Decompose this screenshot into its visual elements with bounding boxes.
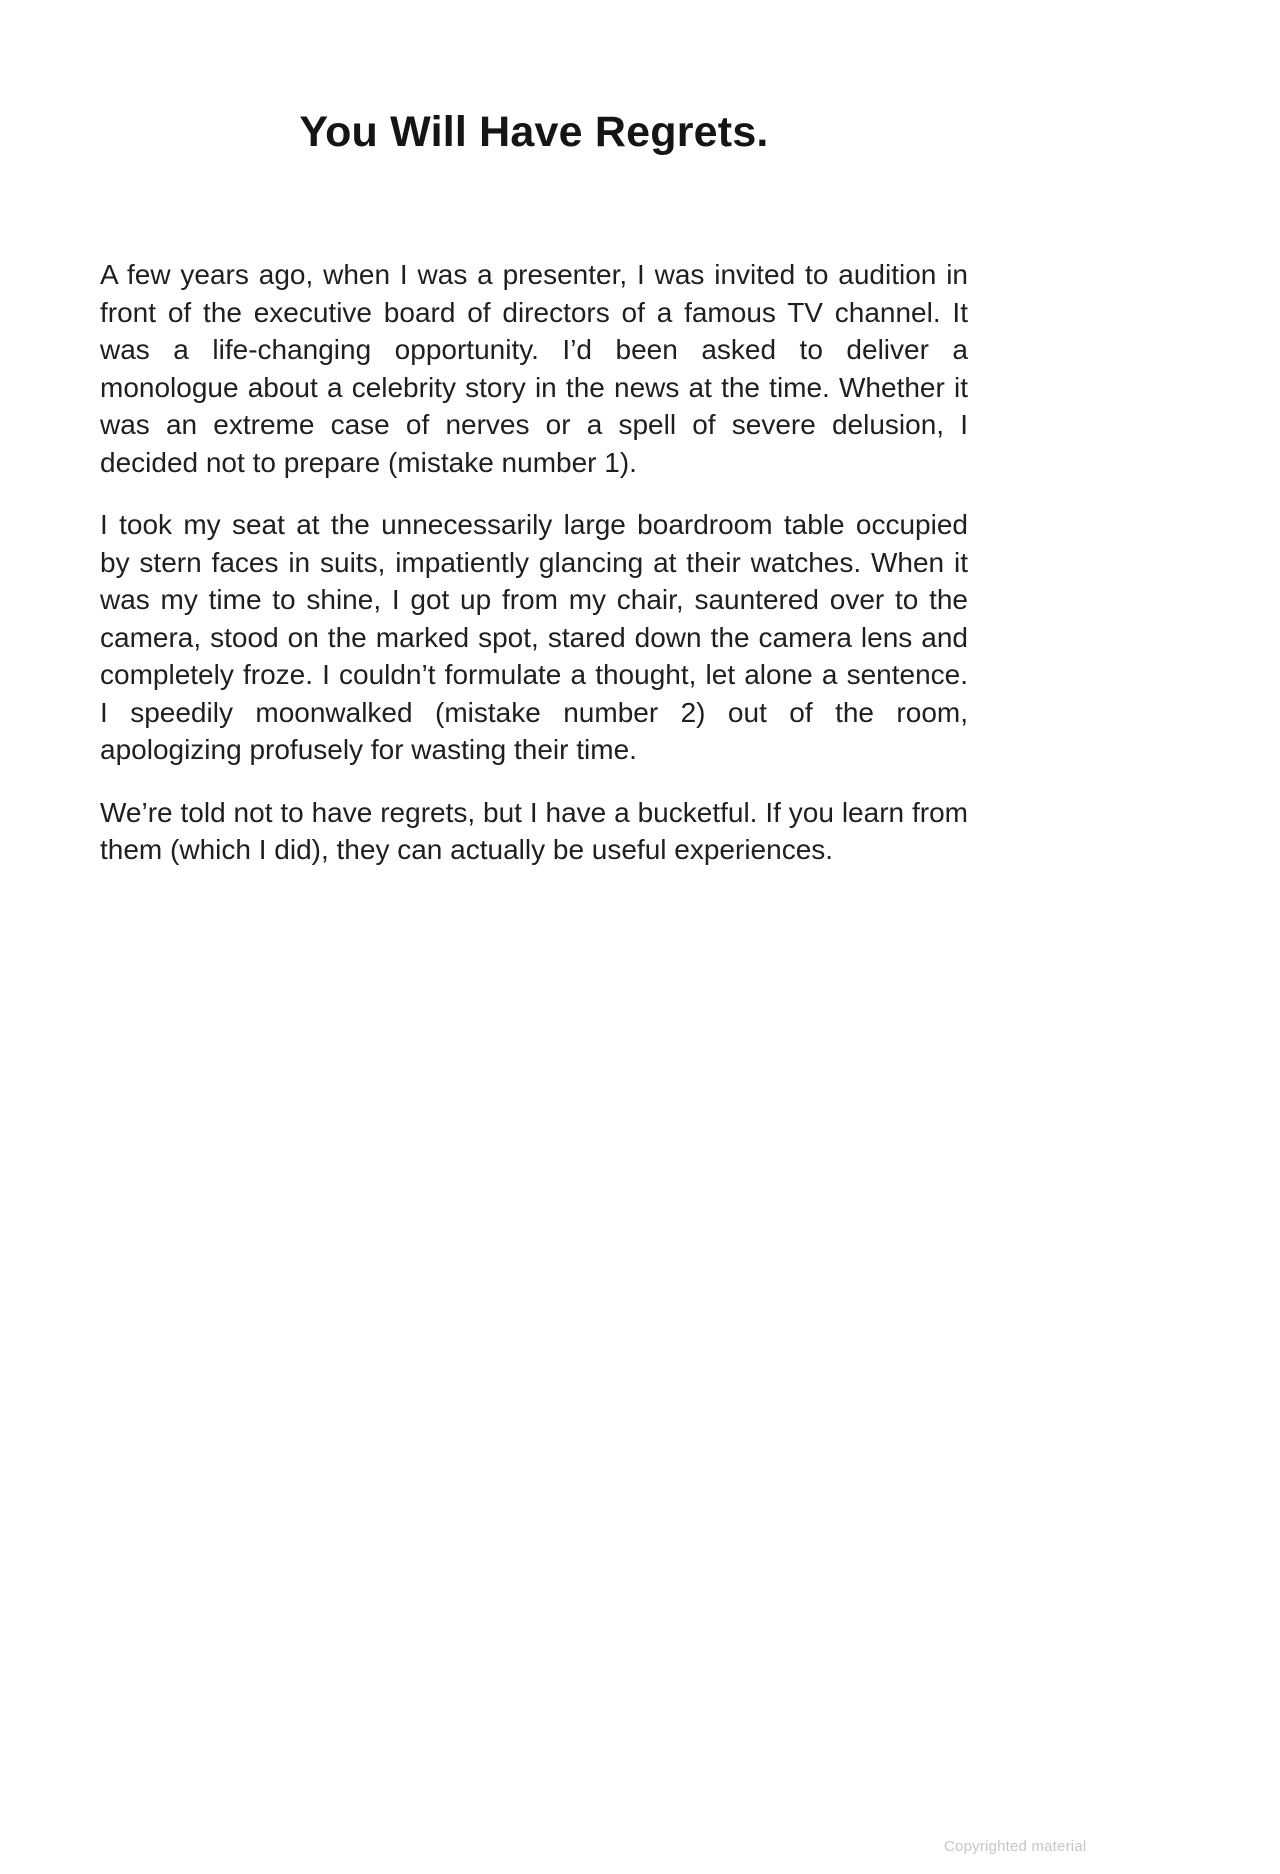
page-content <box>100 0 968 894</box>
paragraph-1: A few years ago, when I was a presenter, I was invited to audition in front of the executive board of directors of a famous TV channel. It was a life-changing opportunity. I’d been asked to deliver a monologue about a celebrity story in the news at the time. Whether it was an extreme case of nerves or a spell of severe delusion, I decided not to prepare (mistake number 1). <box>100 259 968 478</box>
copyright-watermark: Copyrighted material <box>944 1838 1087 1855</box>
body-text <box>100 256 968 869</box>
paragraph-3: We’re told not to have regrets, but I have a bucketful. If you learn from them (which I did), they can actually be useful experiences. <box>100 796 968 866</box>
page-title: You Will Have Regrets. <box>299 108 769 156</box>
paragraph-2: I took my seat at the unnecessarily large boardroom table occupied by stern faces in suits, impatiently glancing at their watches. When it was my time to shine, I got up from my chair, sauntered over to the camera, stood on the marked spot, stared down the camera lens and completely froze. I couldn’t formulate a thought, let alone a sentence. I speedily moonwalked (mistake number 2) out of the room, apologizing profusely for wasting their time. <box>100 509 968 766</box>
